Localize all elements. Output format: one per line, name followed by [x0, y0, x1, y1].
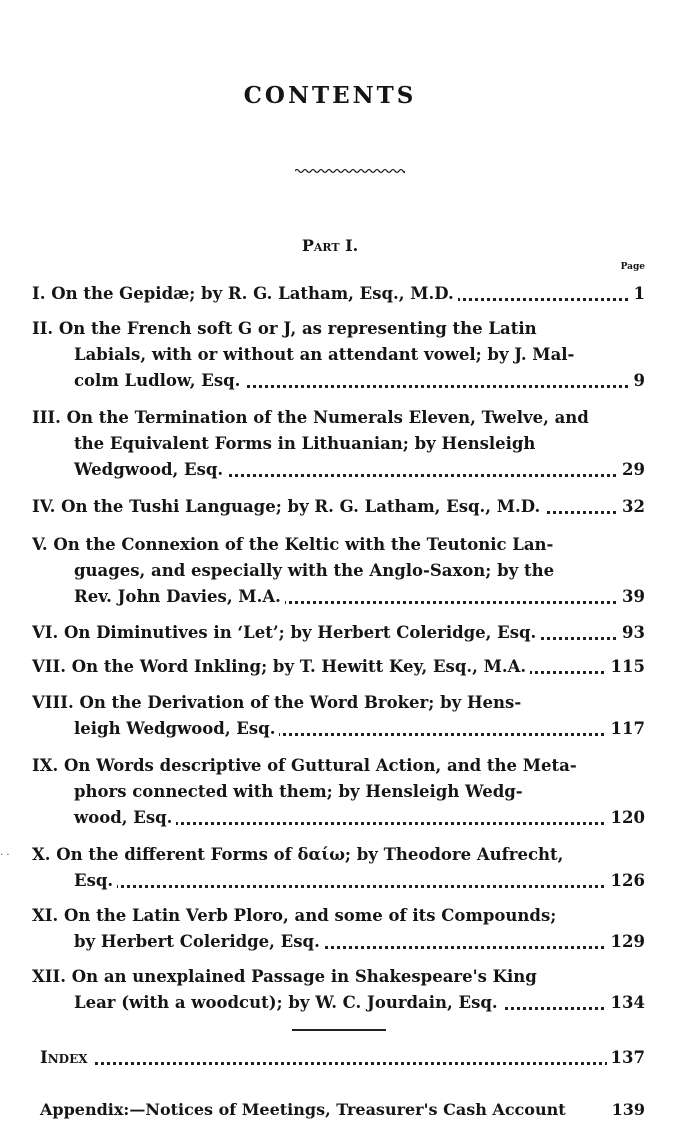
entry-text: II. On the French soft G or J, as representing the Latin [32, 319, 541, 338]
contents-entry[interactable] [32, 316, 645, 394]
entry-page-number: 29 [618, 457, 645, 483]
entry-page-number: 1 [630, 281, 645, 307]
decorative-wavy-rule [295, 168, 405, 174]
entry-line [32, 929, 645, 955]
entry-text: Wedgwood, Esq. [74, 460, 227, 479]
entry-line [32, 342, 645, 368]
entry-text: VI. On Diminutives in ‘Let’; by Herbert Coleridge, Esq. [32, 623, 540, 642]
contents-entry[interactable] [32, 654, 645, 680]
contents-entry[interactable] [32, 903, 645, 955]
entry-page-number: 134 [607, 990, 645, 1016]
entry-line [32, 903, 645, 929]
entry-line [32, 753, 645, 779]
entry-page-number: 120 [607, 805, 645, 831]
entry-text: colm Ludlow, Esq. [74, 371, 244, 390]
contents-entry[interactable] [32, 281, 645, 307]
entry-page-number: 32 [618, 494, 645, 520]
contents-entry[interactable] [32, 964, 645, 1016]
index-entry[interactable] [40, 1045, 645, 1071]
contents-entry[interactable] [32, 620, 645, 646]
entry-page-number: 129 [607, 929, 645, 955]
entry-line [32, 964, 645, 990]
entry-text: Rev. John Davies, M.A. [74, 587, 285, 606]
entry-page-number: 39 [618, 584, 645, 610]
entry-text: V. On the Connexion of the Keltic with the Teutonic Lan- [32, 535, 557, 554]
contents-entry[interactable] [32, 532, 645, 610]
entry-page-number: 117 [607, 716, 645, 742]
entry-line [32, 532, 645, 558]
entry-text: Esq. [74, 871, 117, 890]
appendix-entry[interactable] [40, 1097, 645, 1123]
entry-text: IX. On Words descriptive of Guttural Action, and the Meta- [32, 756, 581, 775]
entry-text: phors connected with them; by Hensleigh Wedg- [74, 782, 527, 801]
entry-line [32, 558, 645, 584]
entry-line [32, 494, 645, 520]
index-page-number: 137 [607, 1045, 645, 1071]
index-label: Index [40, 1048, 92, 1067]
entry-text: wood, Esq. [74, 808, 176, 827]
margin-speckle: · · [0, 850, 10, 861]
entry-text: Lear (with a woodcut); by W. C. Jourdain, Esq. [74, 993, 502, 1012]
entry-line [32, 281, 645, 307]
page-title: CONTENTS [243, 82, 417, 109]
page-column-header: Page [620, 262, 645, 272]
entry-line [32, 405, 645, 431]
contents-entry[interactable] [32, 753, 645, 831]
section-divider [292, 1029, 386, 1031]
entry-text: leigh Wedgwood, Esq. [74, 719, 279, 738]
entry-line [32, 457, 645, 483]
entry-line [32, 584, 645, 610]
entry-line [32, 654, 645, 680]
entry-line [32, 690, 645, 716]
contents-entry[interactable] [32, 494, 645, 520]
entry-line [32, 868, 645, 894]
entry-line [32, 805, 645, 831]
entry-line [32, 316, 645, 342]
entry-page-number: 126 [607, 868, 645, 894]
entry-text: X. On the different Forms of δαίω; by Theodore Aufrecht, [32, 845, 567, 864]
entry-text: VII. On the Word Inkling; by T. Hewitt Key, Esq., M.A. [32, 657, 530, 676]
entry-page-number: 93 [618, 620, 645, 646]
dot-leader [74, 885, 645, 888]
entry-line [32, 431, 645, 457]
contents-entry[interactable] [32, 690, 645, 742]
entry-text: XII. On an unexplained Passage in Shakespeare's King [32, 967, 541, 986]
entry-line [32, 779, 645, 805]
entry-text: I. On the Gepidæ; by R. G. Latham, Esq., M.D. [32, 284, 458, 303]
entry-line [32, 368, 645, 394]
dot-leader [40, 1062, 645, 1065]
entry-text: III. On the Termination of the Numerals Eleven, Twelve, and [32, 408, 593, 427]
entry-text: VIII. On the Derivation of the Word Broker; by Hens- [32, 693, 525, 712]
entry-line [32, 620, 645, 646]
entry-line [32, 716, 645, 742]
entry-page-number: 9 [630, 368, 645, 394]
entry-line [32, 990, 645, 1016]
entry-text: IV. On the Tushi Language; by R. G. Latham, Esq., M.D. [32, 497, 544, 516]
entry-line [32, 842, 645, 868]
entry-text: guages, and especially with the Anglo-Saxon; by the [74, 561, 558, 580]
entry-text: the Equivalent Forms in Lithuanian; by Hensleigh [74, 434, 539, 453]
entry-text: by Herbert Coleridge, Esq. [74, 932, 324, 951]
entry-page-number: 115 [607, 654, 645, 680]
entry-text: XI. On the Latin Verb Ploro, and some of its Compounds; [32, 906, 560, 925]
entry-text: Labials, with or without an attendant vowel; by J. Mal- [74, 345, 578, 364]
contents-entry[interactable] [32, 405, 645, 483]
appendix-label: Appendix:—Notices of Meetings, Treasurer's Cash Account [40, 1100, 570, 1119]
part-heading: Part I. [301, 236, 359, 255]
appendix-page-number: 139 [608, 1097, 645, 1123]
contents-entry[interactable] [32, 842, 645, 894]
